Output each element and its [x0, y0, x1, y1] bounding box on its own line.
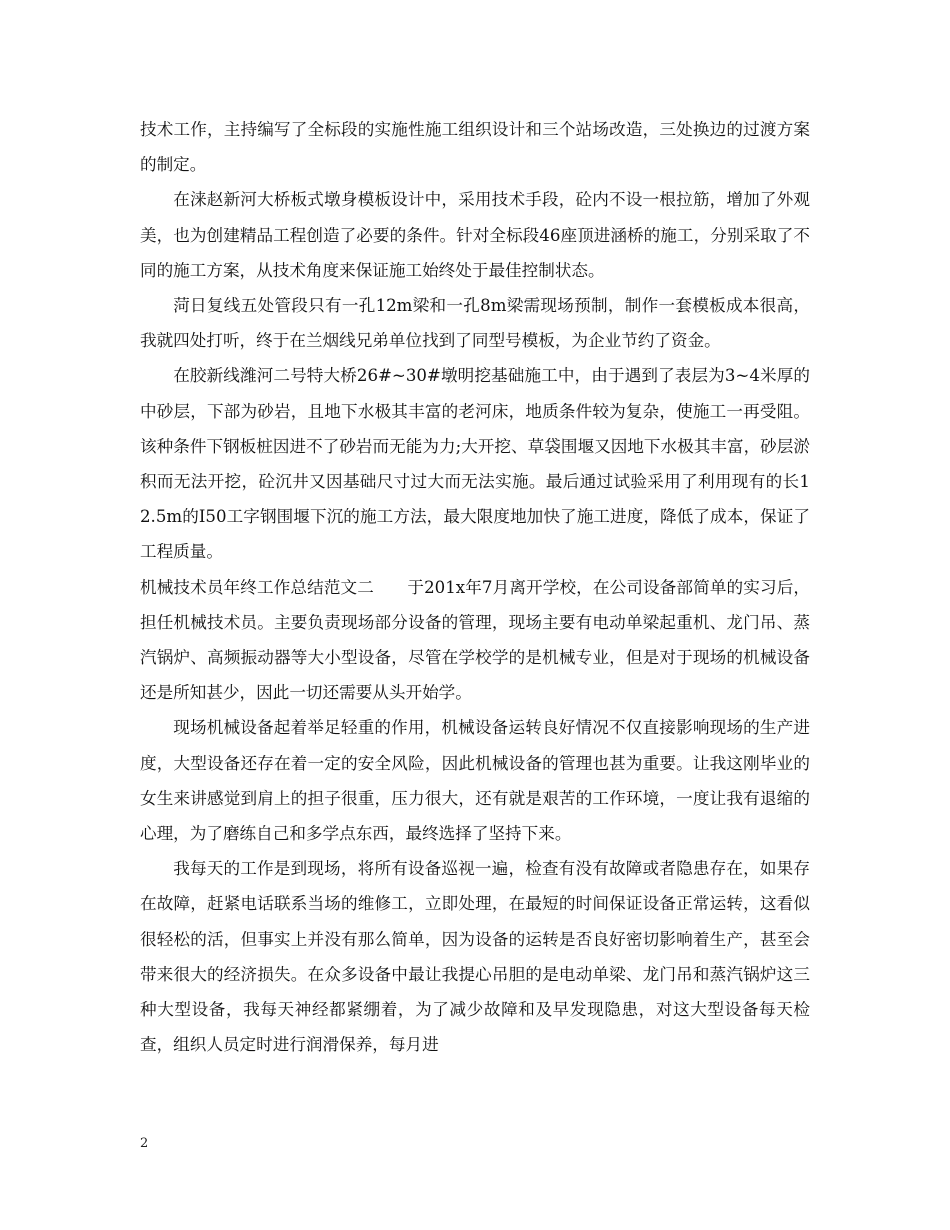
paragraph-6: 现场机械设备起着举足轻重的作用，机械设备运转良好情况不仅直接影响现场的生产进度，大型设备还存在着一定的安全风险，因此机械设备的管理也甚为重要。让我这刚毕业的女生来讲感觉到肩上的担子很重，压力很大，还有就是艰苦的工作环境，一度让我有退缩的心理，为了磨练自己和多学点东西，最终选择了坚持下来。 — [140, 718, 810, 844]
paragraph-3: 菏日复线五处管段只有一孔12m梁和一孔8m梁需现场预制，制作一套模板成本很高，我就四处打听，终于在兰烟线兄弟单位找到了同型号模板，为企业节约了资金。 — [140, 296, 810, 351]
paragraph-2: 在涞赵新河大桥板式墩身模板设计中，采用技术手段，砼内不设一根拉筋，增加了外观美，也为创建精品工程创造了必要的条件。针对全标段46座顶进涵桥的施工，分别采取了不同的施工方案，从技术角度来保证施工始终处于最佳控制状态。 — [140, 190, 810, 280]
paragraph-7: 我每天的工作是到现场，将所有设备巡视一遍，检查有没有故障或者隐患存在，如果存在故障，赶紧电话联系当场的维修工，立即处理，在最短的时间保证设备正常运转，这看似很轻松的活，但事实上并没有那么简单，因为设备的运转是否良好密切影响着生产，甚至会带来很大的经济损失。在众多设备中最让我提心吊胆的是电动单梁、龙门吊和蒸汽锅炉这三种大型设备，我每天神经都紧绷着，为了减少故障和及早发现隐患，对这大型设备每天检查，组织人员定时进行润滑保养，每月进 — [140, 859, 810, 1055]
document-body — [140, 112, 810, 1062]
page-number: 2 — [140, 1136, 149, 1151]
paragraph-4: 在胶新线潍河二号特大桥26#~30#墩明挖基础施工中，由于遇到了表层为3~4米厚的中砂层，下部为砂岩，且地下水极其丰富的老河床，地质条件较为复杂，使施工一再受阻。该种条件下钢板桩因进不了砂岩而无能为力;大开挖、草袋围堰又因地下水极其丰富，砂层淤积而无法开挖，砼沉井又因基础尺寸过大而无法实施。最后通过试验采用了利用现有的长12.5m的I50工字钢围堰下沉的施工方法，最大限度地加快了施工进度，降低了成本，保证了工程质量。 — [140, 366, 810, 562]
paragraph-5-section-heading: 机械技术员年终工作总结范文二 于201x年7月离开学校，在公司设备部简单的实习后，担任机械技术员。主要负责现场部分设备的管理，现场主要有电动单梁起重机、龙门吊、蒸汽锅炉、高频振动器等大小型设备，尽管在学校学的是机械专业，但是对于现场的机械设备还是所知甚少，因此一切还需要从头开始学。 — [140, 577, 810, 703]
paragraph-1: 技术工作，主持编写了全标段的实施性施工组织设计和三个站场改造，三处换边的过渡方案的制定。 — [140, 120, 810, 175]
